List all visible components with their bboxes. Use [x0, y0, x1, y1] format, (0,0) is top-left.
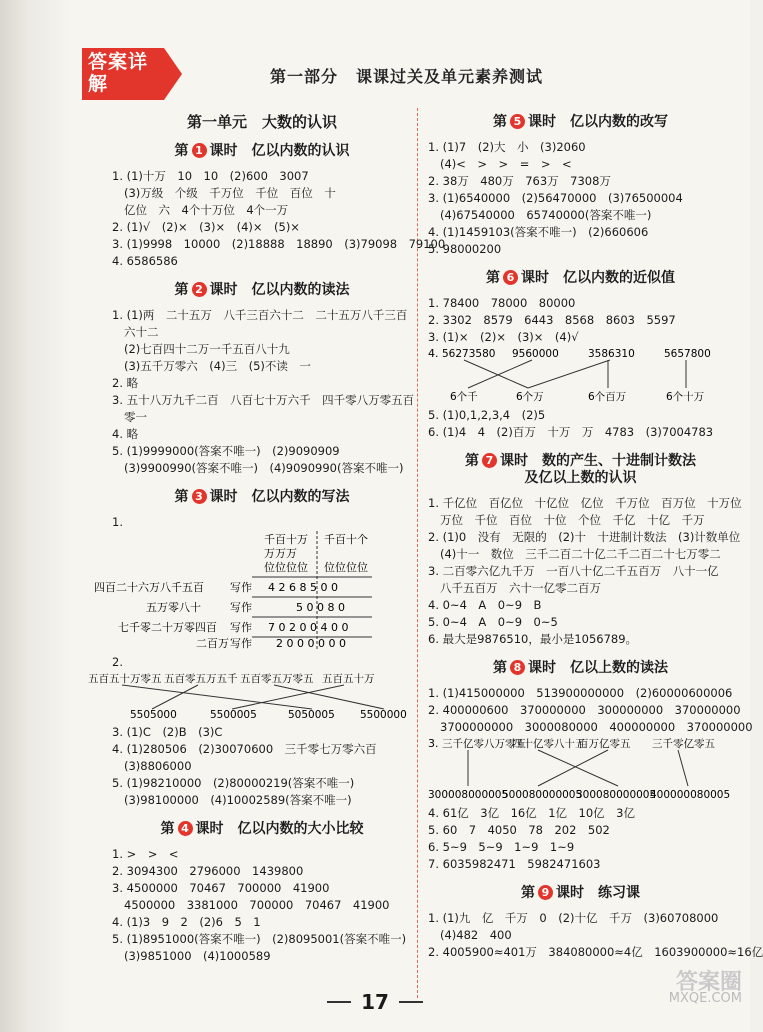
svg-text:6个千: 6个千 [450, 391, 478, 403]
svg-text:5657800: 5657800 [664, 348, 711, 360]
lesson-5-title: 第 5 课时 亿以内数的改写 [493, 114, 668, 130]
table-header-1: 千百十万 [264, 533, 308, 546]
right-column [428, 108, 763, 961]
svg-text:写作: 写作 [230, 581, 252, 594]
table-row-2-digits: 5 0 0 8 0 [296, 601, 345, 614]
answer-line: 3. 五十八万九千二百 八百七十万六千 四千零八万零五百 [112, 393, 415, 407]
site-watermark [632, 970, 742, 1025]
answer-line: (3)9851000 (4)1000589 [124, 949, 271, 963]
svg-text:6个十万: 6个十万 [666, 391, 705, 403]
answer-line: 4. 61亿 3亿 16亿 1亿 10亿 3亿 [428, 806, 635, 820]
lesson-4-answers [112, 846, 412, 965]
answer-line: 3700000000 3000080000 400000000 370000000 [440, 720, 753, 734]
lesson-9-answers [428, 910, 763, 961]
answer-line: 4. 略 [112, 427, 139, 441]
answer-line: 2. 38万 480万 763万 7308万 [428, 174, 611, 188]
lesson-4-title: 第 4 课时 亿以内数的大小比较 [160, 821, 364, 837]
badge-text: 答案详解 [88, 51, 149, 95]
table-row-4-label: 二百万 [196, 637, 229, 650]
answer-line: 5. (1)9999000(答案不唯一) (2)9090909 [112, 444, 340, 458]
lesson-number-badge: 2 [192, 282, 207, 297]
answer-line: 6. 最大是9876510，最小是1056789。 [428, 632, 638, 646]
matching-diagram-1 [88, 671, 412, 721]
answer-line: 5. (1)98210000 (2)80000219(答案不唯一) [112, 776, 355, 790]
answer-line: 八千五百万 六十一亿零二百万 [440, 581, 601, 595]
svg-text:5050005: 5050005 [288, 709, 335, 721]
table-header-4: 位位位位 [264, 561, 308, 574]
answer-line: 4. (1)1459103(答案不唯一) (2)660606 [428, 225, 649, 239]
table-header-4b: 位位位位 [324, 561, 368, 574]
answer-line: (3)五千万零六 (4)三 (5)不读 一 [124, 359, 311, 373]
answer-line: 2. (1)√ (2)× (3)× (4)× (5)× [112, 220, 300, 234]
svg-text:9560000: 9560000 [512, 348, 559, 360]
part-name: 课课过关及单元素养测试 [356, 67, 544, 86]
answer-line: 1. (1)7 (2)大 小 (3)2060 [428, 140, 586, 154]
svg-text:5505000: 5505000 [130, 709, 177, 721]
lesson-number-badge: 1 [192, 143, 207, 158]
table-row-4-digits: 2 0 0 0 0 0 0 [276, 637, 346, 650]
answer-line: 3. 4500000 70467 700000 41900 [112, 881, 330, 895]
table-header-2: 万万万 [264, 547, 297, 560]
answer-line: 2. (1)0 没有 无限的 (2)十 十进制计数法 (3)计数单位 [428, 530, 741, 544]
answer-line: 六十二 [124, 325, 159, 339]
answer-line: 1. > > < [112, 847, 179, 861]
table-row-3-digits: 7 0 2 0 0 4 0 0 [268, 621, 349, 634]
unit-title: 第一单元 大数的认识 [186, 113, 337, 131]
answer-line: 4. (1)3 9 2 (2)6 5 1 [112, 915, 261, 929]
lesson-6-answers-rest [428, 407, 733, 441]
answer-line: 2. 400000600 370000000 300000000 370000000 [428, 703, 741, 717]
svg-text:6个百万: 6个百万 [588, 391, 627, 403]
svg-text:三千亿零八万零五: 三千亿零八万零五 [442, 738, 526, 750]
svg-text:五百零五万五千: 五百零五万五千 [164, 673, 238, 685]
part-title [270, 64, 561, 87]
lesson-6-title: 第 6 课时 亿以内数的近似值 [486, 270, 675, 286]
answer-line: 4. 6586586 [112, 254, 178, 268]
answer-line: 1. 千亿位 百亿位 十亿位 亿位 千万位 百万位 十万位 [428, 496, 742, 510]
lesson-8-answers [428, 685, 753, 736]
lesson-7-subtitle: 及亿以上数的认识 [524, 470, 637, 486]
lesson-3-title: 第 3 课时 亿以内数的写法 [174, 489, 350, 505]
footer-rule-left [327, 1001, 351, 1003]
svg-text:写作: 写作 [230, 621, 252, 634]
svg-text:4.: 4. [428, 347, 439, 360]
answer-line: 5. (1)0,1,2,3,4 (2)5 [428, 408, 546, 422]
svg-text:五百零五万零五: 五百零五万零五 [240, 673, 314, 685]
svg-text:五百五十万: 五百五十万 [322, 673, 375, 685]
svg-text:5500005: 5500005 [210, 709, 257, 721]
matching-diagram-3 [428, 736, 733, 800]
answer-line: 2. 3302 8579 6443 8568 8603 5597 [428, 313, 676, 327]
table-row-1-digits: 4 2 6 8 5 0 0 [268, 581, 338, 594]
question-2-label: 2. [112, 655, 123, 669]
answer-line: 1. (1)十万 10 10 (2)600 3007 [112, 169, 309, 183]
answer-line: 3. (1)C (2)B (3)C [112, 725, 223, 739]
answer-line: (3)万级 个级 千万位 千位 百位 十 [124, 186, 336, 200]
svg-text:400000080005: 400000080005 [650, 789, 731, 801]
table-row-3-label: 七千零二十万零四百 [118, 621, 217, 634]
lesson-number-badge: 3 [192, 489, 207, 504]
question-1-label: 1. [112, 515, 123, 529]
answer-line: 1. 78400 78000 80000 [428, 296, 576, 310]
lesson-7-answers [428, 495, 742, 648]
watermark-url: MXQE.COM [668, 991, 742, 1006]
lesson-number-badge: 4 [178, 821, 193, 836]
svg-text:三千零亿零五: 三千零亿零五 [652, 738, 715, 750]
svg-text:56273580: 56273580 [442, 348, 496, 360]
lesson-1-title: 第 1 课时 亿以内数的认识 [174, 143, 350, 159]
answer-line: 零一 [124, 410, 147, 424]
answer-line: 5. 0~4 A 0~9 0~5 [428, 615, 558, 629]
answer-line: (3)8806000 [124, 759, 192, 773]
svg-text:500080000005: 500080000005 [502, 789, 583, 801]
answer-line: 6. (1)4 4 (2)百万 十万 万 4783 (3)7004783 [428, 425, 714, 439]
answer-line: 5. 98000200 [428, 242, 502, 256]
answer-line: 1. (1)415000000 513900000000 (2)60000600006 [428, 686, 733, 700]
answer-line: 5. 60 7 4050 78 202 502 [428, 823, 610, 837]
answer-line: 4. 0~4 A 0~9 B [428, 598, 542, 612]
answer-line: 4500000 3381000 700000 70467 41900 [124, 898, 390, 912]
answer-line: 3. (1)6540000 (2)56470000 (3)76500004 [428, 191, 683, 205]
footer-rule-right [399, 1001, 423, 1003]
answer-line: 4. (1)280506 (2)30070600 三千零七万零六百 [112, 742, 377, 756]
answer-line: 5. (1)8951000(答案不唯一) (2)8095001(答案不唯一) [112, 932, 407, 946]
table-row-1-label: 四百二十六万八千五百 [94, 581, 204, 594]
left-column [88, 108, 446, 965]
lesson-8-title: 第 8 课时 亿以上数的读法 [493, 660, 668, 676]
svg-text:写作: 写作 [230, 601, 252, 614]
lesson-1-answers [112, 168, 446, 270]
answer-line: 7. 6035982471 5982471603 [428, 857, 601, 871]
svg-text:300008000005: 300008000005 [428, 789, 509, 801]
page-number: 17 [361, 990, 389, 1014]
answer-line: 3. (1)× (2)× (3)× (4)√ [428, 330, 579, 344]
answer-line: 2. 略 [112, 376, 139, 390]
place-value-table [94, 531, 412, 650]
answer-line: 3. 二百零六亿九千万 一百八十亿二千五百万 八十一亿 [428, 564, 719, 578]
answer-line: (4)十一 数位 三千二百二十亿二千二百二十七万零二 [440, 547, 721, 561]
lesson-3-answers [112, 724, 412, 809]
svg-text:6个万: 6个万 [516, 391, 544, 403]
svg-text:300080000005: 300080000005 [576, 789, 657, 801]
lesson-number-badge: 5 [510, 114, 525, 129]
answer-line: 2. 4005900≈401万 384080000≈4亿 1603900000≈16亿 [428, 945, 763, 959]
answer-line: (3)98100000 (4)10002589(答案不唯一) [124, 793, 352, 807]
table-header-3: 千百十个 [324, 533, 368, 546]
lesson-2-title: 第 2 课时 亿以内数的读法 [174, 282, 350, 298]
answer-line: (2)七百四十二万一千五百八十九 [124, 342, 290, 356]
lesson-8-answers-rest [428, 805, 733, 873]
svg-text:五百五十万零五: 五百五十万零五 [88, 673, 162, 685]
answer-line: 1. (1)两 二十五万 八千三百六十二 二十五万八千三百 [112, 308, 408, 322]
answer-badge [82, 48, 182, 100]
lesson-7-title: 第 7 课时 数的产生、十进制计数法 及亿以上数的认识 [465, 453, 696, 486]
watermark-logo-text: 答案圈 [675, 970, 742, 995]
lesson-number-badge: 9 [538, 885, 553, 900]
svg-text:3.: 3. [428, 737, 439, 750]
answer-line: (3)9900990(答案不唯一) (4)9090990(答案不唯一) [124, 461, 404, 475]
svg-text:四十亿零八十五: 四十亿零八十五 [512, 738, 586, 750]
lesson-2-answers [112, 307, 415, 477]
answer-line: 6. 5~9 5~9 1~9 1~9 [428, 840, 575, 854]
answer-line: (4)< > > = > < [440, 157, 572, 171]
svg-text:写作: 写作 [230, 637, 252, 650]
answer-line: 亿位 六 4个十万位 4个一万 [124, 203, 289, 217]
answer-line: 1. (1)九 亿 千万 0 (2)十亿 千万 (3)60708000 [428, 911, 719, 925]
lesson-number-badge: 7 [482, 453, 497, 468]
answer-line: (4)482 400 [440, 928, 512, 942]
matching-diagram-2 [428, 346, 733, 402]
lesson-9-title: 第 9 课时 练习课 [521, 885, 640, 901]
lesson-5-answers [428, 139, 733, 258]
part-number: 第一部分 [270, 67, 339, 86]
lesson-number-badge: 6 [503, 270, 518, 285]
lesson-6-answers [428, 295, 733, 346]
svg-text:3586310: 3586310 [588, 348, 635, 360]
answer-line: 3. (1)9998 10000 (2)18888 18890 (3)79098 79100 [112, 237, 446, 251]
lesson-number-badge: 8 [510, 660, 525, 675]
answer-line: 2. 3094300 2796000 1439800 [112, 864, 304, 878]
book-binding-shadow [0, 0, 70, 1032]
svg-text:5500000: 5500000 [360, 709, 407, 721]
table-row-2-label: 五万零八十 [146, 601, 201, 614]
answer-line: 万位 千位 百位 十位 个位 千亿 十亿 千万 [440, 513, 705, 527]
svg-text:百万亿零五: 百万亿零五 [578, 738, 631, 750]
answer-line: (4)67540000 65740000(答案不唯一) [440, 208, 652, 222]
